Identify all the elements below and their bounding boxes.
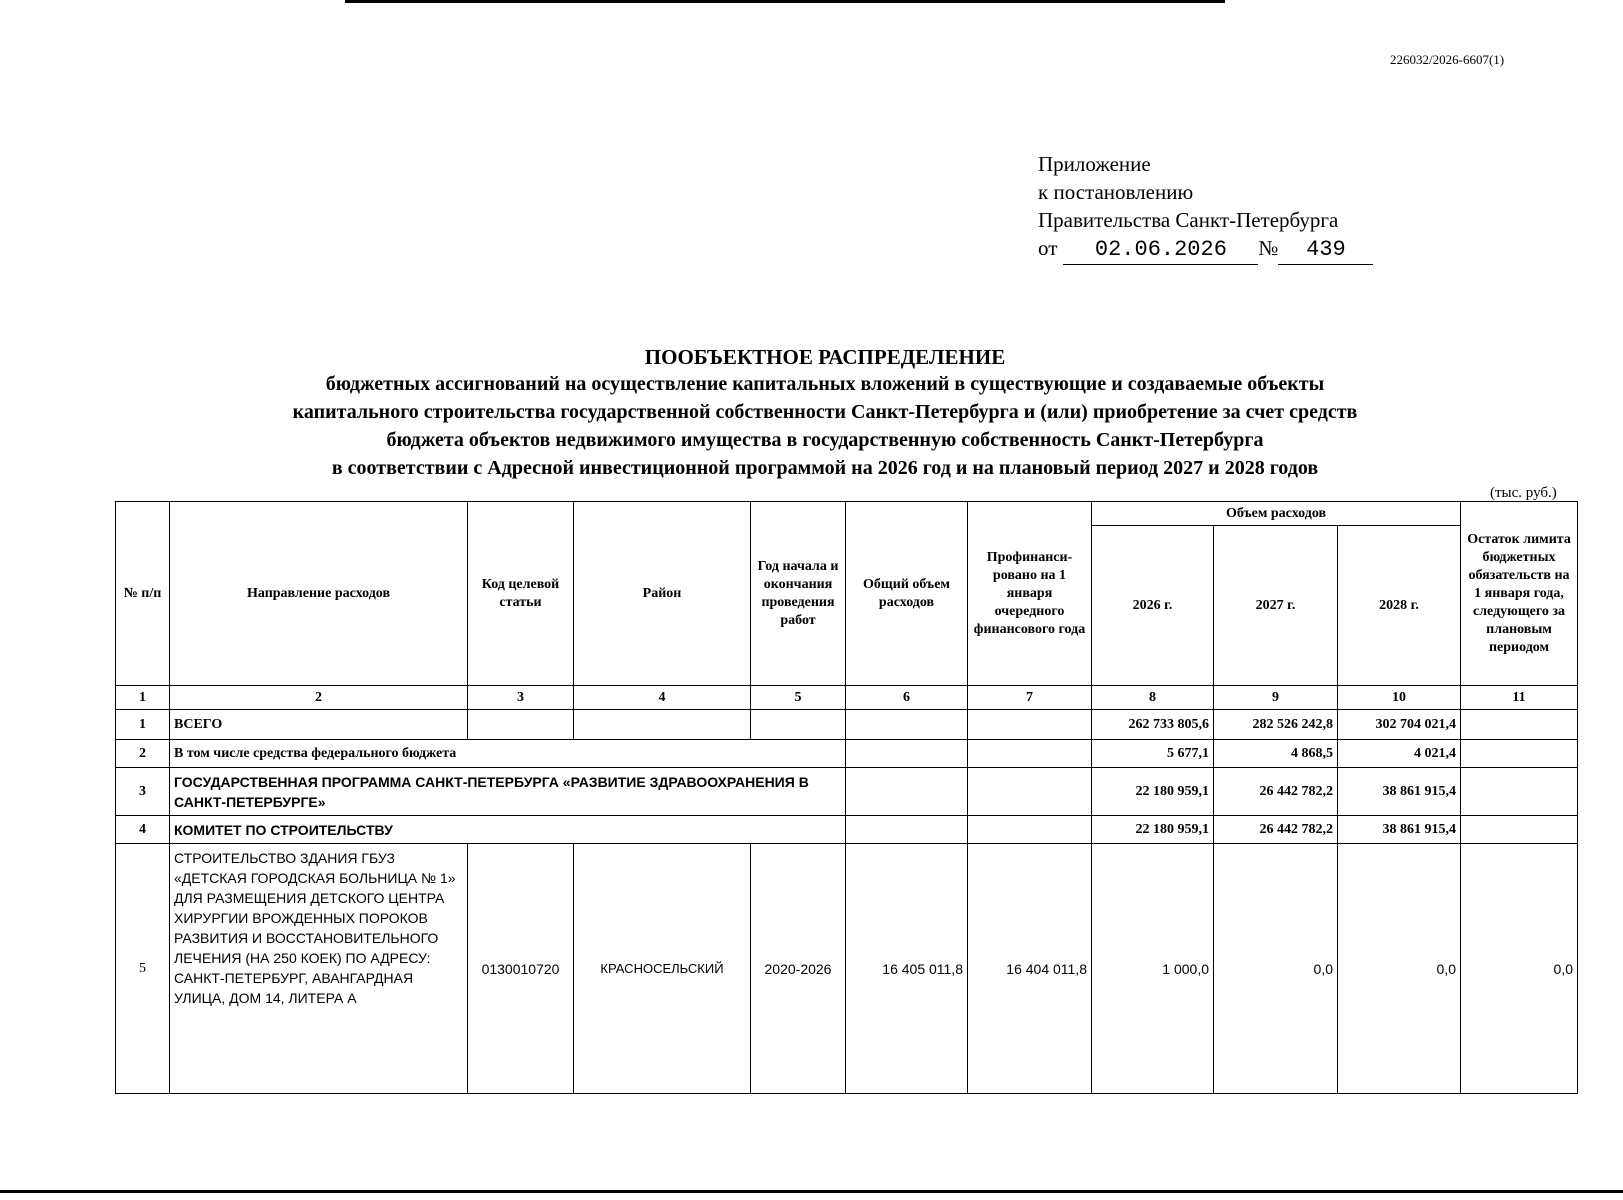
document-id: 226032/2026-6607(1) [1390, 52, 1505, 67]
value-2028: 4 021,4 [1338, 740, 1461, 768]
empty-cell [968, 768, 1092, 816]
empty-cell [968, 740, 1092, 768]
value-2026: 1 000,0 [1092, 844, 1214, 1094]
col-number: 4 [574, 686, 751, 710]
row-label: ГОСУДАРСТВЕННАЯ ПРОГРАММА САНКТ-ПЕТЕРБУРГА «РАЗВИТИЕ ЗДРАВООХРАНЕНИЯ В САНКТ-ПЕТЕРБУРГЕ» [170, 768, 846, 816]
col-number: 9 [1214, 686, 1338, 710]
header-row-1 [116, 502, 1578, 526]
total-expense: 16 405 011,8 [846, 844, 968, 1094]
financed-amount: 16 404 011,8 [968, 844, 1092, 1094]
header-remainder: Остаток лимита бюджетных обязательств на 1 января года, следующего за плановым периодом [1461, 502, 1578, 686]
row-num: 1 [116, 710, 170, 740]
resolution-number: 439 [1278, 236, 1373, 265]
date-prefix: от [1038, 236, 1058, 260]
header-2028: 2028 г. [1338, 526, 1461, 686]
resolution-date: 02.06.2026 [1063, 236, 1258, 265]
allocation-table [115, 501, 1578, 1094]
object-description: СТРОИТЕЛЬСТВО ЗДАНИЯ ГБУЗ «ДЕТСКАЯ ГОРОДСКАЯ БОЛЬНИЦА № 1» ДЛЯ РАЗМЕЩЕНИЯ ДЕТСКОГО ЦЕНТРА ХИРУРГИИ ВРОЖДЕННЫХ ПОРОКОВ РАЗВИТИЯ И ВОССТАНОВИТЕЛЬНОГО ЛЕЧЕНИЯ (НА 250 КОЕК) ПО АДРЕСУ: САНКТ-ПЕТЕРБУРГ, АВАНГАРДНАЯ УЛИЦА, ДОМ 14, ЛИТЕРА А [170, 844, 468, 1094]
empty-cell [1461, 768, 1578, 816]
header-2027: 2027 г. [1214, 526, 1338, 686]
annex-line-2: к постановлению [1038, 180, 1194, 204]
value-2026: 22 180 959,1 [1092, 816, 1214, 844]
document-title [100, 345, 1550, 482]
value-2028: 0,0 [1338, 844, 1461, 1094]
header-years: Год начала и окончания проведения работ [751, 502, 846, 686]
work-years: 2020-2026 [751, 844, 846, 1094]
header-district: Район [574, 502, 751, 686]
empty-cell [846, 816, 968, 844]
empty-cell [751, 710, 846, 740]
row-num: 5 [116, 844, 170, 1094]
value-2028: 38 861 915,4 [1338, 768, 1461, 816]
value-2027: 4 868,5 [1214, 740, 1338, 768]
header-num: № п/п [116, 502, 170, 686]
header-code: Код целевой статьи [468, 502, 574, 686]
table-row-federal [116, 740, 1578, 768]
title-line-4: в соответствии с Адресной инвестиционной программой на 2026 год и на плановый период 2027 и 2028 годов [331, 457, 1319, 479]
value-2026: 262 733 805,6 [1092, 710, 1214, 740]
empty-cell [1461, 710, 1578, 740]
column-number-row [116, 686, 1578, 710]
number-prefix: № [1258, 236, 1279, 260]
value-2026: 22 180 959,1 [1092, 768, 1214, 816]
col-number: 11 [1461, 686, 1578, 710]
empty-cell [574, 710, 751, 740]
col-number: 3 [468, 686, 574, 710]
value-2026: 5 677,1 [1092, 740, 1214, 768]
annex-block [1038, 150, 1373, 265]
col-number: 7 [968, 686, 1092, 710]
empty-cell [968, 710, 1092, 740]
header-2026: 2026 г. [1092, 526, 1214, 686]
value-2027: 26 442 782,2 [1214, 816, 1338, 844]
header-total: Общий объем расходов [846, 502, 968, 686]
units-label: (тыс. руб.) [1490, 485, 1557, 501]
empty-cell [846, 710, 968, 740]
col-number: 10 [1338, 686, 1461, 710]
table-row-committee [116, 816, 1578, 844]
row-label: КОМИТЕТ ПО СТРОИТЕЛЬСТВУ [170, 816, 846, 844]
table-row-program [116, 768, 1578, 816]
row-num: 3 [116, 768, 170, 816]
title-line-3: бюджета объектов недвижимого имущества в государственную собственность Санкт-Петербурга [386, 429, 1264, 451]
empty-cell [846, 740, 968, 768]
title-line-2: капитального строительства государственной собственности Санкт-Петербурга и (или) приобретение за счет средств [292, 401, 1358, 423]
title-main: ПООБЪЕКТНОЕ РАСПРЕДЕЛЕНИЕ [644, 345, 1006, 369]
value-2027: 26 442 782,2 [1214, 768, 1338, 816]
annex-date-line [1038, 234, 1373, 265]
scan-bottom-edge [0, 1190, 1623, 1193]
empty-cell [1461, 816, 1578, 844]
row-num: 4 [116, 816, 170, 844]
table-row-total [116, 710, 1578, 740]
header-volume: Объем расходов [1092, 502, 1461, 526]
col-number: 8 [1092, 686, 1214, 710]
title-line-1: бюджетных ассигнований на осуществление капитальных вложений в существующие и создаваемые объекты [325, 373, 1325, 395]
value-2028: 302 704 021,4 [1338, 710, 1461, 740]
scan-top-edge [345, 0, 1225, 3]
limit-remainder: 0,0 [1461, 844, 1578, 1094]
value-2027: 282 526 242,8 [1214, 710, 1338, 740]
row-num: 2 [116, 740, 170, 768]
district: КРАСНОСЕЛЬСКИЙ [574, 844, 751, 1094]
col-number: 1 [116, 686, 170, 710]
annex-line-1: Приложение [1038, 152, 1151, 176]
empty-cell [1461, 740, 1578, 768]
table-row-object [116, 844, 1578, 1094]
annex-line-3: Правительства Санкт-Петербурга [1038, 208, 1339, 232]
header-direction: Направление расходов [170, 502, 468, 686]
value-2027: 0,0 [1214, 844, 1338, 1094]
col-number: 5 [751, 686, 846, 710]
header-financed: Профинанси-ровано на 1 января очередного финансового года [968, 502, 1092, 686]
empty-cell [968, 816, 1092, 844]
row-label: В том числе средства федерального бюджета [170, 740, 846, 768]
value-2028: 38 861 915,4 [1338, 816, 1461, 844]
empty-cell [846, 768, 968, 816]
empty-cell [468, 710, 574, 740]
col-number: 2 [170, 686, 468, 710]
row-label: ВСЕГО [170, 710, 468, 740]
target-code: 0130010720 [468, 844, 574, 1094]
col-number: 6 [846, 686, 968, 710]
